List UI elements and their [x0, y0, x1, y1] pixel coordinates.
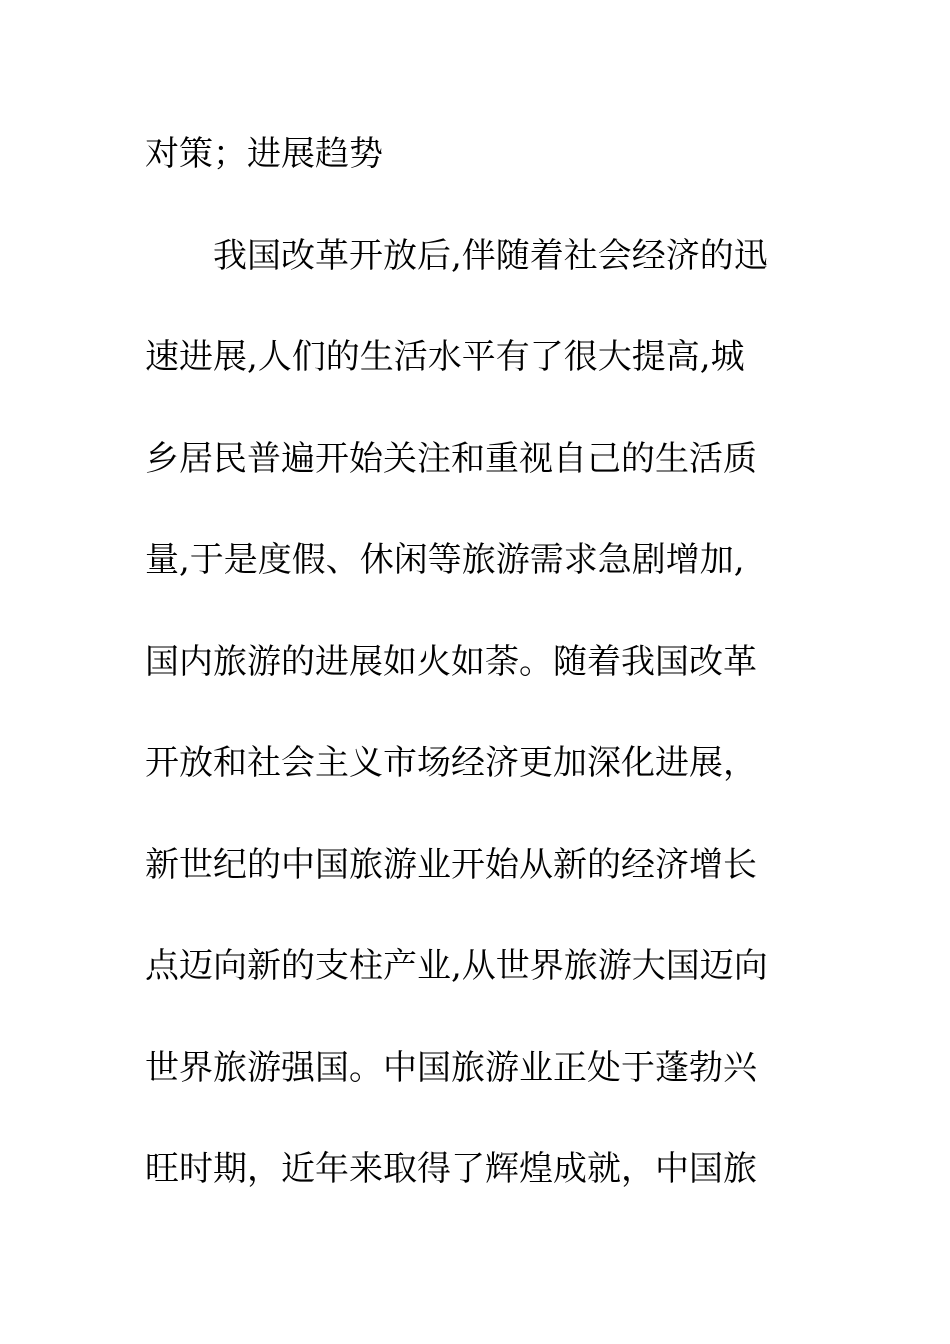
text-line: 新世纪的中国旅游业开始从新的经济增长: [145, 844, 757, 885]
text-line: 国内旅游的进展如火如荼。随着我国改革: [145, 641, 757, 682]
body-text: [145, 123, 825, 1240]
text-line: 量,于是度假、休闲等旅游需求急剧增加,: [145, 540, 745, 580]
text-line-keywords-end: 对策；进展趋势: [145, 134, 383, 174]
text-line: 速进展,人们的生活水平有了很大提高,城: [145, 337, 745, 377]
text-line: 旺时期，近年来取得了辉煌成就，中国旅: [145, 1149, 757, 1189]
text-line: 世界旅游强国。中国旅游业正处于蓬勃兴: [145, 1047, 757, 1088]
text-line: 点迈向新的支柱产业,从世界旅游大国迈向: [145, 946, 768, 986]
text-line: 乡居民普遍开始关注和重视自己的生活质: [145, 438, 757, 479]
text-line: 开放和社会主义市场经济更加深化进展，: [145, 743, 757, 783]
text-line-paragraph-start: 我国改革开放后,伴随着社会经济的迅: [213, 235, 768, 276]
